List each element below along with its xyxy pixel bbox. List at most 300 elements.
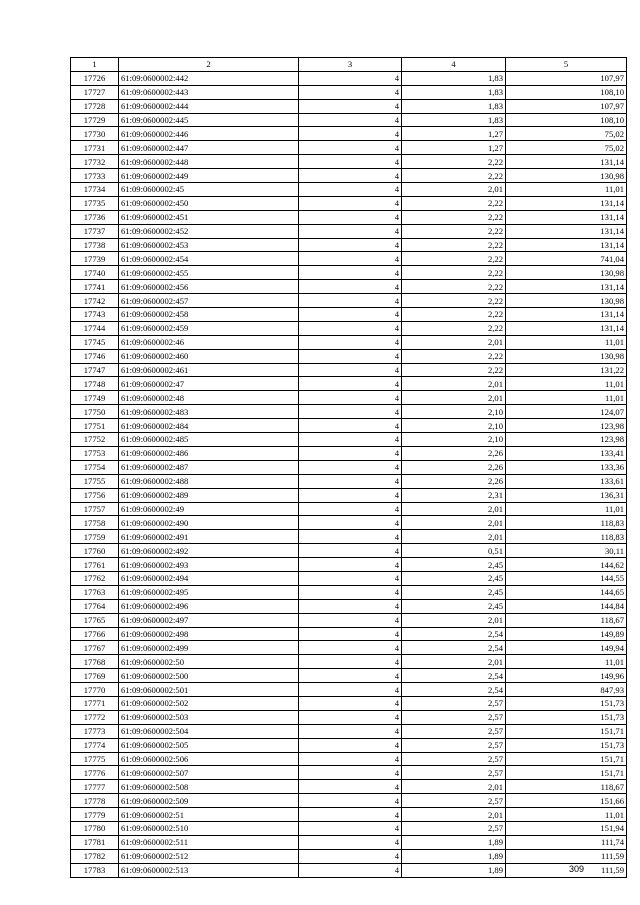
table-cell-col3: 4: [299, 419, 402, 433]
table-row: [71, 377, 627, 391]
table-cell-col5: 107,97: [506, 71, 627, 85]
table-cell-col2: 61:09:0600002:48: [119, 391, 299, 405]
table-cell-col1: 17763: [71, 585, 119, 599]
table-row: [71, 335, 627, 349]
table-cell-col3: 4: [299, 669, 402, 683]
table-cell-col2: 61:09:0600002:458: [119, 308, 299, 322]
table-cell-col1: 17757: [71, 502, 119, 516]
table-row: [71, 155, 627, 169]
table-cell-col1: 17766: [71, 627, 119, 641]
table-cell-col5: 118,67: [506, 780, 627, 794]
table-cell-col1: 17745: [71, 335, 119, 349]
table-cell-col5: 151,94: [506, 821, 627, 835]
table-cell-col3: 4: [299, 280, 402, 294]
table-row: [71, 752, 627, 766]
table-cell-col2: 61:09:0600002:508: [119, 780, 299, 794]
table-cell-col1: 17749: [71, 391, 119, 405]
table-cell-col3: 4: [299, 724, 402, 738]
table-cell-col4: 2,01: [402, 808, 506, 822]
table-cell-col4: 2,01: [402, 377, 506, 391]
table-row: [71, 71, 627, 85]
table-cell-col2: 61:09:0600002:453: [119, 238, 299, 252]
table-cell-col3: 4: [299, 544, 402, 558]
table-cell-col5: 133,61: [506, 474, 627, 488]
table-cell-col2: 61:09:0600002:505: [119, 738, 299, 752]
table-row: [71, 433, 627, 447]
table-cell-col5: 144,55: [506, 571, 627, 585]
table-cell-col4: 2,22: [402, 308, 506, 322]
table-cell-col2: 61:09:0600002:502: [119, 696, 299, 710]
table-cell-col4: 2,57: [402, 696, 506, 710]
table-cell-col4: 2,01: [402, 655, 506, 669]
column-header-4: 4: [402, 58, 506, 72]
table-row: [71, 808, 627, 822]
table-row: [71, 294, 627, 308]
table-cell-col2: 61:09:0600002:451: [119, 210, 299, 224]
table-cell-col3: 4: [299, 363, 402, 377]
table-cell-col2: 61:09:0600002:51: [119, 808, 299, 822]
table-cell-col4: 2,22: [402, 294, 506, 308]
table-cell-col1: 17767: [71, 641, 119, 655]
table-row: [71, 224, 627, 238]
table-cell-col5: 11,01: [506, 502, 627, 516]
table-row: [71, 835, 627, 849]
table-cell-col4: 2,57: [402, 752, 506, 766]
table-cell-col5: 123,98: [506, 419, 627, 433]
table-cell-col4: 2,01: [402, 530, 506, 544]
table-cell-col5: 131,14: [506, 210, 627, 224]
table-cell-col1: 17759: [71, 530, 119, 544]
table-cell-col4: 2,22: [402, 224, 506, 238]
table-cell-col2: 61:09:0600002:493: [119, 558, 299, 572]
table-cell-col5: 131,14: [506, 308, 627, 322]
table-cell-col4: 2,54: [402, 627, 506, 641]
table-cell-col4: 2,54: [402, 669, 506, 683]
table-cell-col4: 2,26: [402, 460, 506, 474]
table-row: [71, 724, 627, 738]
table-cell-col3: 4: [299, 641, 402, 655]
table-cell-col3: 4: [299, 516, 402, 530]
table-cell-col3: 4: [299, 196, 402, 210]
table-row: [71, 530, 627, 544]
table-cell-col1: 17753: [71, 446, 119, 460]
table-cell-col3: 4: [299, 460, 402, 474]
table-cell-col2: 61:09:0600002:486: [119, 446, 299, 460]
table-cell-col4: 2,01: [402, 780, 506, 794]
table-cell-col4: 2,22: [402, 349, 506, 363]
table-cell-col4: 2,57: [402, 766, 506, 780]
table-cell-col5: 130,98: [506, 294, 627, 308]
table-cell-col3: 4: [299, 113, 402, 127]
table-cell-col5: 847,93: [506, 683, 627, 697]
table-cell-col4: 2,26: [402, 446, 506, 460]
table-cell-col3: 4: [299, 835, 402, 849]
table-cell-col4: 2,01: [402, 391, 506, 405]
table-cell-col2: 61:09:0600002:501: [119, 683, 299, 697]
table-row: [71, 599, 627, 613]
table-cell-col4: 2,57: [402, 738, 506, 752]
table-cell-col2: 61:09:0600002:492: [119, 544, 299, 558]
table-cell-col1: 17734: [71, 183, 119, 197]
table-cell-col3: 4: [299, 683, 402, 697]
table-row: [71, 321, 627, 335]
table-cell-col2: 61:09:0600002:443: [119, 85, 299, 99]
table-row: [71, 780, 627, 794]
table-cell-col2: 61:09:0600002:449: [119, 169, 299, 183]
table-cell-col2: 61:09:0600002:489: [119, 488, 299, 502]
table-cell-col3: 4: [299, 210, 402, 224]
table-cell-col1: 17782: [71, 849, 119, 863]
table-cell-col5: 11,01: [506, 335, 627, 349]
table-cell-col1: 17738: [71, 238, 119, 252]
table-cell-col2: 61:09:0600002:497: [119, 613, 299, 627]
table-row: [71, 308, 627, 322]
table-cell-col4: 2,57: [402, 710, 506, 724]
table-cell-col3: 4: [299, 141, 402, 155]
table-cell-col5: 144,84: [506, 599, 627, 613]
table-cell-col2: 61:09:0600002:503: [119, 710, 299, 724]
table-cell-col1: 17750: [71, 405, 119, 419]
table-cell-col5: 151,73: [506, 696, 627, 710]
table-cell-col5: 133,41: [506, 446, 627, 460]
table-cell-col1: 17729: [71, 113, 119, 127]
table-cell-col4: 2,22: [402, 363, 506, 377]
column-header-3: 3: [299, 58, 402, 72]
table-cell-col4: 2,45: [402, 599, 506, 613]
table-cell-col1: 17728: [71, 99, 119, 113]
table-cell-col5: 131,14: [506, 238, 627, 252]
table-row: [71, 766, 627, 780]
table-cell-col1: 17758: [71, 516, 119, 530]
table-cell-col4: 2,10: [402, 433, 506, 447]
table-cell-col1: 17755: [71, 474, 119, 488]
table-cell-col1: 17775: [71, 752, 119, 766]
table-cell-col5: 30,11: [506, 544, 627, 558]
table-cell-col3: 4: [299, 308, 402, 322]
table-cell-col1: 17778: [71, 794, 119, 808]
table-cell-col1: 17761: [71, 558, 119, 572]
table-cell-col3: 4: [299, 155, 402, 169]
table-cell-col2: 61:09:0600002:483: [119, 405, 299, 419]
table-cell-col5: 131,14: [506, 224, 627, 238]
table-cell-col5: 144,65: [506, 585, 627, 599]
table-cell-col5: 151,71: [506, 724, 627, 738]
table-cell-col4: 2,22: [402, 252, 506, 266]
table-cell-col1: 17727: [71, 85, 119, 99]
table-cell-col3: 4: [299, 780, 402, 794]
table-cell-col5: 131,14: [506, 321, 627, 335]
table-row: [71, 655, 627, 669]
table-cell-col1: 17762: [71, 571, 119, 585]
table-row: [71, 446, 627, 460]
table-cell-col5: 108,10: [506, 85, 627, 99]
table-row: [71, 585, 627, 599]
table-cell-col3: 4: [299, 627, 402, 641]
table-cell-col1: 17770: [71, 683, 119, 697]
table-cell-col5: 151,73: [506, 738, 627, 752]
table-cell-col4: 2,57: [402, 794, 506, 808]
table-cell-col1: 17742: [71, 294, 119, 308]
table-row: [71, 349, 627, 363]
table-cell-col2: 61:09:0600002:454: [119, 252, 299, 266]
table-row: [71, 849, 627, 863]
table-cell-col3: 4: [299, 488, 402, 502]
data-table: [70, 57, 627, 878]
table-cell-col4: 2,01: [402, 502, 506, 516]
table-cell-col3: 4: [299, 599, 402, 613]
table-cell-col2: 61:09:0600002:512: [119, 849, 299, 863]
page-number: 309: [568, 864, 584, 874]
table-row: [71, 710, 627, 724]
table-cell-col3: 4: [299, 502, 402, 516]
table-cell-col1: 17760: [71, 544, 119, 558]
table-row: [71, 363, 627, 377]
table-cell-col5: 107,97: [506, 99, 627, 113]
table-cell-col5: 151,73: [506, 710, 627, 724]
column-header-1: 1: [71, 58, 119, 72]
table-cell-col4: 2,31: [402, 488, 506, 502]
table-row: [71, 85, 627, 99]
table-cell-col3: 4: [299, 321, 402, 335]
table-cell-col4: 2,57: [402, 821, 506, 835]
table-cell-col4: 2,57: [402, 724, 506, 738]
table-row: [71, 419, 627, 433]
table-cell-col5: 131,22: [506, 363, 627, 377]
table-cell-col2: 61:09:0600002:507: [119, 766, 299, 780]
table-cell-col3: 4: [299, 571, 402, 585]
table-cell-col4: 1,89: [402, 849, 506, 863]
table-row: [71, 405, 627, 419]
table-cell-col5: 130,98: [506, 349, 627, 363]
table-row: [71, 516, 627, 530]
table-cell-col3: 4: [299, 224, 402, 238]
table-cell-col4: 1,83: [402, 71, 506, 85]
table-row: [71, 669, 627, 683]
table-cell-col3: 4: [299, 530, 402, 544]
table-cell-col4: 2,01: [402, 183, 506, 197]
table-cell-col1: 17739: [71, 252, 119, 266]
table-cell-col2: 61:09:0600002:506: [119, 752, 299, 766]
table-cell-col5: 108,10: [506, 113, 627, 127]
table-cell-col5: 130,98: [506, 266, 627, 280]
table-cell-col2: 61:09:0600002:484: [119, 419, 299, 433]
table-cell-col2: 61:09:0600002:446: [119, 127, 299, 141]
table-cell-col1: 17751: [71, 419, 119, 433]
table-cell-col3: 4: [299, 169, 402, 183]
table-cell-col4: 2,45: [402, 558, 506, 572]
table-cell-col3: 4: [299, 377, 402, 391]
table-cell-col2: 61:09:0600002:499: [119, 641, 299, 655]
table-cell-col5: 118,67: [506, 613, 627, 627]
table-cell-col1: 17779: [71, 808, 119, 822]
table-cell-col2: 61:09:0600002:457: [119, 294, 299, 308]
table-row: [71, 280, 627, 294]
table-cell-col5: 111,74: [506, 835, 627, 849]
table-cell-col4: 2,54: [402, 641, 506, 655]
table-cell-col4: 2,54: [402, 683, 506, 697]
table-cell-col1: 17774: [71, 738, 119, 752]
table-cell-col2: 61:09:0600002:498: [119, 627, 299, 641]
table-cell-col3: 4: [299, 405, 402, 419]
table-header-row: [71, 58, 627, 72]
table-row: [71, 696, 627, 710]
table-cell-col1: 17747: [71, 363, 119, 377]
table-cell-col2: 61:09:0600002:50: [119, 655, 299, 669]
table-cell-col1: 17764: [71, 599, 119, 613]
table-row: [71, 391, 627, 405]
table-cell-col1: 17772: [71, 710, 119, 724]
table-cell-col5: 11,01: [506, 808, 627, 822]
table-cell-col4: 2,22: [402, 155, 506, 169]
table-cell-col1: 17730: [71, 127, 119, 141]
table-row: [71, 183, 627, 197]
table-cell-col4: 2,22: [402, 321, 506, 335]
table-row: [71, 558, 627, 572]
table-cell-col2: 61:09:0600002:504: [119, 724, 299, 738]
table-cell-col2: 61:09:0600002:450: [119, 196, 299, 210]
table-cell-col3: 4: [299, 710, 402, 724]
table-cell-col1: 17752: [71, 433, 119, 447]
table-cell-col4: 1,83: [402, 113, 506, 127]
table-cell-col5: 131,14: [506, 196, 627, 210]
table-cell-col4: 2,45: [402, 571, 506, 585]
column-header-2: 2: [119, 58, 299, 72]
table-row: [71, 627, 627, 641]
table-row: [71, 683, 627, 697]
table-cell-col1: 17781: [71, 835, 119, 849]
table-cell-col3: 4: [299, 558, 402, 572]
table-cell-col5: 118,83: [506, 516, 627, 530]
table-cell-col4: 2,01: [402, 613, 506, 627]
table-cell-col4: 1,83: [402, 85, 506, 99]
table-cell-col4: 2,22: [402, 280, 506, 294]
table-cell-col4: 2,45: [402, 585, 506, 599]
table-row: [71, 196, 627, 210]
table-cell-col1: 17726: [71, 71, 119, 85]
table-cell-col2: 61:09:0600002:47: [119, 377, 299, 391]
table-cell-col4: 2,22: [402, 238, 506, 252]
table-row: [71, 488, 627, 502]
table-cell-col5: 151,66: [506, 794, 627, 808]
table-cell-col2: 61:09:0600002:513: [119, 863, 299, 877]
table-cell-col5: 111,59: [506, 849, 627, 863]
table-cell-col4: 1,27: [402, 141, 506, 155]
table-cell-col3: 4: [299, 863, 402, 877]
table-cell-col5: 11,01: [506, 183, 627, 197]
table-cell-col3: 4: [299, 252, 402, 266]
table-cell-col1: 17735: [71, 196, 119, 210]
table-cell-col2: 61:09:0600002:459: [119, 321, 299, 335]
table-cell-col4: 2,10: [402, 405, 506, 419]
table-cell-col5: 11,01: [506, 391, 627, 405]
table-cell-col5: 130,98: [506, 169, 627, 183]
table-cell-col3: 4: [299, 738, 402, 752]
table-cell-col1: 17748: [71, 377, 119, 391]
table-cell-col3: 4: [299, 446, 402, 460]
table-cell-col5: 149,96: [506, 669, 627, 683]
table-cell-col2: 61:09:0600002:448: [119, 155, 299, 169]
table-cell-col4: 2,22: [402, 210, 506, 224]
table-cell-col3: 4: [299, 71, 402, 85]
table-cell-col4: 1,89: [402, 863, 506, 877]
table-row: [71, 571, 627, 585]
table-cell-col5: 144,62: [506, 558, 627, 572]
table-cell-col2: 61:09:0600002:456: [119, 280, 299, 294]
table-cell-col1: 17743: [71, 308, 119, 322]
table-row: [71, 266, 627, 280]
table-cell-col2: 61:09:0600002:485: [119, 433, 299, 447]
table-cell-col1: 17769: [71, 669, 119, 683]
table-cell-col5: 11,01: [506, 377, 627, 391]
table-cell-col2: 61:09:0600002:460: [119, 349, 299, 363]
table-row: [71, 613, 627, 627]
table-cell-col3: 4: [299, 433, 402, 447]
table-cell-col2: 61:09:0600002:494: [119, 571, 299, 585]
table-cell-col4: 0,51: [402, 544, 506, 558]
table-cell-col2: 61:09:0600002:488: [119, 474, 299, 488]
table-row: [71, 502, 627, 516]
table-cell-col3: 4: [299, 696, 402, 710]
table-cell-col4: 2,10: [402, 419, 506, 433]
table-row: [71, 821, 627, 835]
table-cell-col1: 17732: [71, 155, 119, 169]
table-cell-col2: 61:09:0600002:511: [119, 835, 299, 849]
table-row: [71, 252, 627, 266]
table-cell-col2: 61:09:0600002:444: [119, 99, 299, 113]
table-cell-col1: 17768: [71, 655, 119, 669]
table-cell-col5: 123,98: [506, 433, 627, 447]
table-cell-col5: 131,14: [506, 155, 627, 169]
table-row: [71, 641, 627, 655]
table-cell-col1: 17736: [71, 210, 119, 224]
table-row: [71, 169, 627, 183]
table-cell-col3: 4: [299, 266, 402, 280]
table-cell-col5: 151,71: [506, 752, 627, 766]
table-cell-col2: 61:09:0600002:46: [119, 335, 299, 349]
table-cell-col1: 17754: [71, 460, 119, 474]
table-cell-col4: 2,01: [402, 335, 506, 349]
table-cell-col2: 61:09:0600002:487: [119, 460, 299, 474]
table-cell-col3: 4: [299, 474, 402, 488]
table-row: [71, 544, 627, 558]
table-cell-col2: 61:09:0600002:490: [119, 516, 299, 530]
table-row: [71, 127, 627, 141]
table-cell-col2: 61:09:0600002:509: [119, 794, 299, 808]
table-cell-col5: 111,59: [506, 863, 627, 877]
table-cell-col4: 2,26: [402, 474, 506, 488]
table-cell-col1: 17773: [71, 724, 119, 738]
table-row: [71, 141, 627, 155]
table-cell-col1: 17746: [71, 349, 119, 363]
table-cell-col1: 17741: [71, 280, 119, 294]
table-cell-col2: 61:09:0600002:442: [119, 71, 299, 85]
table-cell-col3: 4: [299, 821, 402, 835]
table-cell-col4: 1,83: [402, 99, 506, 113]
column-header-5: 5: [506, 58, 627, 72]
table-cell-col2: 61:09:0600002:45: [119, 183, 299, 197]
table-row: [71, 99, 627, 113]
table-cell-col5: 131,14: [506, 280, 627, 294]
table-row: [71, 210, 627, 224]
table-cell-col3: 4: [299, 294, 402, 308]
table-cell-col1: 17744: [71, 321, 119, 335]
table-cell-col3: 4: [299, 585, 402, 599]
table-cell-col5: 75,02: [506, 141, 627, 155]
table-cell-col2: 61:09:0600002:49: [119, 502, 299, 516]
table-cell-col3: 4: [299, 391, 402, 405]
table-row: [71, 460, 627, 474]
table-cell-col3: 4: [299, 655, 402, 669]
